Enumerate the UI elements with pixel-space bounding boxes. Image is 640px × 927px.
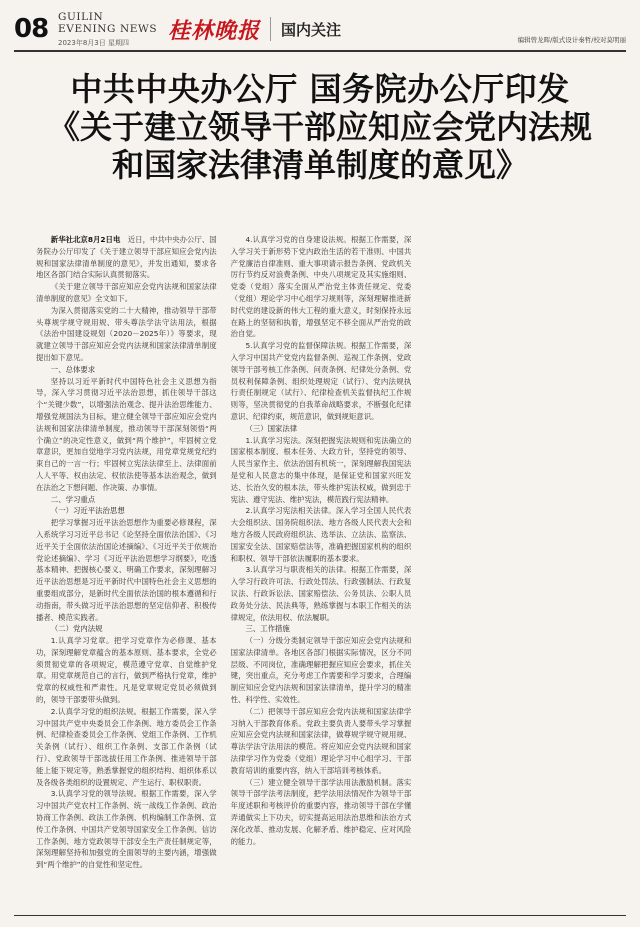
article-paragraph: 新华社北京8月2日电 近日，中共中央办公厅、国务院办公厅印发了《关于建立领导干部应知应会党内法规和国家法律清单制度的意见》，并发出通知，要求各地区各部门结合实际认真贯彻落实。 — [36, 235, 217, 280]
article-paragraph: 《关于建立领导干部应知应会党内法规和国家法律清单制度的意见》全文如下。 — [36, 282, 217, 303]
paper-name-en: GUILIN EVENING NEWS — [58, 10, 158, 35]
headline-line-3: 和国家法律清单制度的意见》 — [111, 146, 528, 184]
masthead-divider — [270, 17, 271, 41]
paper-logo: 桂林晚报 — [168, 17, 261, 44]
article-paragraph: 1.认真学习宪法。深刻把握宪法规则和宪法确立的国家根本制度、根本任务、大政方针，坚持党的领导、人民当家作主、依法治国有机统一，深刻理解我国宪法是党和人民意志的集中体现，是保证党和国家兴旺发达、长治久安的根本法，带头维护宪法权威，做到忠于宪法、遵守宪法、维护宪法，模范践行宪法精神。 — [230, 435, 412, 504]
article-paragraph: 1.认真学习党章。把学习党章作为必修课、基本功，深刻理解党章蕴含的基本原则、基本要求，全党必须贯彻党章的各项规定，模范遵守党章、自觉维护党章。用党章规范自己的言行，做到严格执行党章，维护党章的权威性和严肃性。凡是党章规定党员必须做到的，领导干部要带头做到。 — [36, 636, 217, 705]
article-paragraph: （三）建立健全领导干部学法用法激励机制。落实领导干部学法考法制度，把学法用法情况作为领导干部年度述职和考核评价的重要内容，推动领导干部在学懂弄通做实上下功夫，切实提高运用法治思维和法治方式深化改革、推动发展、化解矛盾、维护稳定、应对风险的能力。 — [230, 777, 412, 846]
article-headline — [14, 70, 626, 184]
article-paragraph: 5.认真学习党的监督保障法规。根据工作需要，深入学习中国共产党党内监督条例、巡视工作条例、党政领导干部考核工作条例、问责条例、纪律处分条例、党员权利保障条例、组织处理规定（试行）、党内法规执行责任制规定（试行）、纪律检查机关监督执纪工作规则等，坚决贯彻党的自我革命战略要求，不断强化纪律意识、纪律约束，规范意识，做到规矩意识。 — [230, 341, 412, 421]
section-heading: 一、总体要求 — [50, 364, 96, 374]
article-body — [36, 234, 606, 884]
header-rule — [14, 50, 626, 52]
headline-line-2: 《关于建立领导干部应知应会党内法规 — [47, 108, 592, 146]
section-heading: 二、学习重点 — [50, 494, 96, 504]
page-number: 08 — [14, 14, 49, 44]
sub-heading: （一）习近平法治思想 — [50, 506, 125, 516]
section-heading: 三、工作措施 — [245, 624, 290, 634]
article-paragraph: 把学习掌握习近平法治思想作为重要必修课程，深入系统学习习近平总书记《论坚持全面依法治国》、《习近平关于全面依法治国论述摘编》、《习近平关于依规治党论述摘编》、学习《习近平法治思想学习纲要》，吃透基本精神、把握核心要义、明确工作要求，深刻理解习近平法治思想是习近平新时代中国特色社会主义思想的重要组成部分，是新时代全面依法治国的根本遵循和行动指南，带头做习近平法治思想的坚定信仰者、积极传播者、模范实践者。 — [36, 518, 217, 622]
issue-date: 2023年8月3日 星期四 — [58, 38, 129, 47]
article-paragraph: 3.认真学习党的领导法规。根据工作需要，深入学习中国共产党农村工作条例、统一战线工作条例、政治协商工作条例、政法工作条例、机构编制工作条例、宣传工作条例、中国共产党领导国家安全工作条例、信访工作条例、地方党政领导干部安全生产责任制规定等，深刻理解坚持和加强党的全面领导的主要内涵，增强做到“两个维护”的自觉性和坚定性。 — [36, 789, 217, 870]
section-title: 国内关注 — [281, 20, 342, 39]
masthead — [14, 10, 626, 48]
footer-rule — [14, 915, 626, 916]
editor-credits: 编辑曾龙晖/版式设计秦哲/校对莫明丽 — [517, 36, 626, 44]
sub-heading: （二）党内法规 — [50, 624, 103, 634]
masthead-info — [58, 11, 158, 48]
article-dateline: 新华社北京8月2日电 — [50, 235, 121, 244]
article-paragraph: 3.认真学习与职责相关的法律。根据工作需要，深入学习行政许可法、行政处罚法、行政强制法、行政复议法、行政诉讼法、国家赔偿法、公务员法、公职人员政务处分法、民法典等，熟练掌握与本职工作相关的法律规定，依法用权、依法履职。 — [230, 565, 412, 622]
article-paragraph: 为深入贯彻落实党的二十大精神，推动领导干部带头尊规学规守规用规、带头尊法学法守法用法，根据《法治中国建设规划（2020－2025年）》等要求，现就建立领导干部应知应会党内法规和国家法律清单制度提出如下意见。 — [36, 305, 217, 362]
article-paragraph: 坚持以习近平新时代中国特色社会主义思想为指导，深入学习贯彻习近平法治思想，抓住领导干部这个“关键少数”，以增强法治观念、提升法治思维能力、增强党规国法为目标，建立健全领导干部应知应会党内法规和国家法律清单制度，推动领导干部深刻领悟“两个确立”的决定性意义，做到“两个维护”，牢固树立党章意识，更加自觉地学习党内法规，用党章党规党纪约束自己的一言一行；牢固树立宪法法律至上、法律面前人人平等、权由法定、权依法使等基本法治观念，做到在法治之下想问题、作决策、办事情。 — [36, 376, 217, 492]
article-paragraph: （一）分级分类制定领导干部应知应会党内法规和国家法律清单。各地区各部门根据实际情况，区分不同层级、不同岗位，准确理解把握应知应会要求，抓住关键，突出重点，充分考虑工作需要和学习要求，合理编制应知应会党内法规和国家法律清单，提升学习的精准性、科学性、实效性。 — [230, 636, 412, 705]
article-paragraph: （二）把领导干部应知应会党内法规和国家法律学习纳入干部教育体系。党政主要负责人要带头学习掌握应知应会党内法规和国家法律，做尊规学规守规用规、尊法学法守法用法的模范。将应知应会党内法规和国家法律学习作为党委（党组）理论学习中心组学习、干部教育培训的重要内容，纳入干部培训考核体系。 — [230, 706, 412, 775]
article-paragraph: 2.认真学习宪法相关法律。深入学习全国人民代表大会组织法、国务院组织法、地方各级人民代表大会和地方各级人民政府组织法、选举法、立法法、监察法、国家安全法、国家赔偿法等，准确把握国家机构的组织和职权、领导干部依法履职的基本要求。 — [230, 506, 412, 563]
article-paragraph: 2.认真学习党的组织法规。根据工作需要，深入学习中国共产党中央委员会工作条例、地方委员会工作条例、纪律检查委员会工作条例、党组工作条例、工作机关条例（试行）、组织工作条例、支部工作条例（试行）、党政领导干部选拔任用工作条例、推进领导干部能上能下规定等，熟悉掌握党的组织结构、组织体系以及各级各类组织的设置规定、产生运行、职权职责。 — [36, 706, 217, 787]
headline-line-1: 中共中央办公厅 国务院办公厅印发 — [70, 70, 570, 108]
article-paragraph: 4.认真学习党的自身建设法规。根据工作需要，深入学习关于新形势下党内政治生活的若干准则、中国共产党廉洁自律准则、重大事项请示报告条例、党政机关厉行节约反对浪费条例、中央八项规定及其实施细则、党委（党组）落实全面从严治党主体责任规定、党委（党组）理论学习中心组学习规则等，深刻理解推进新时代党的建设新的伟大工程的重大意义，时刻保持永远在路上的坚韧和执着，增强坚定不移全面从严治党的政治自觉。 — [230, 235, 412, 339]
sub-heading: （三）国家法律 — [245, 423, 298, 433]
